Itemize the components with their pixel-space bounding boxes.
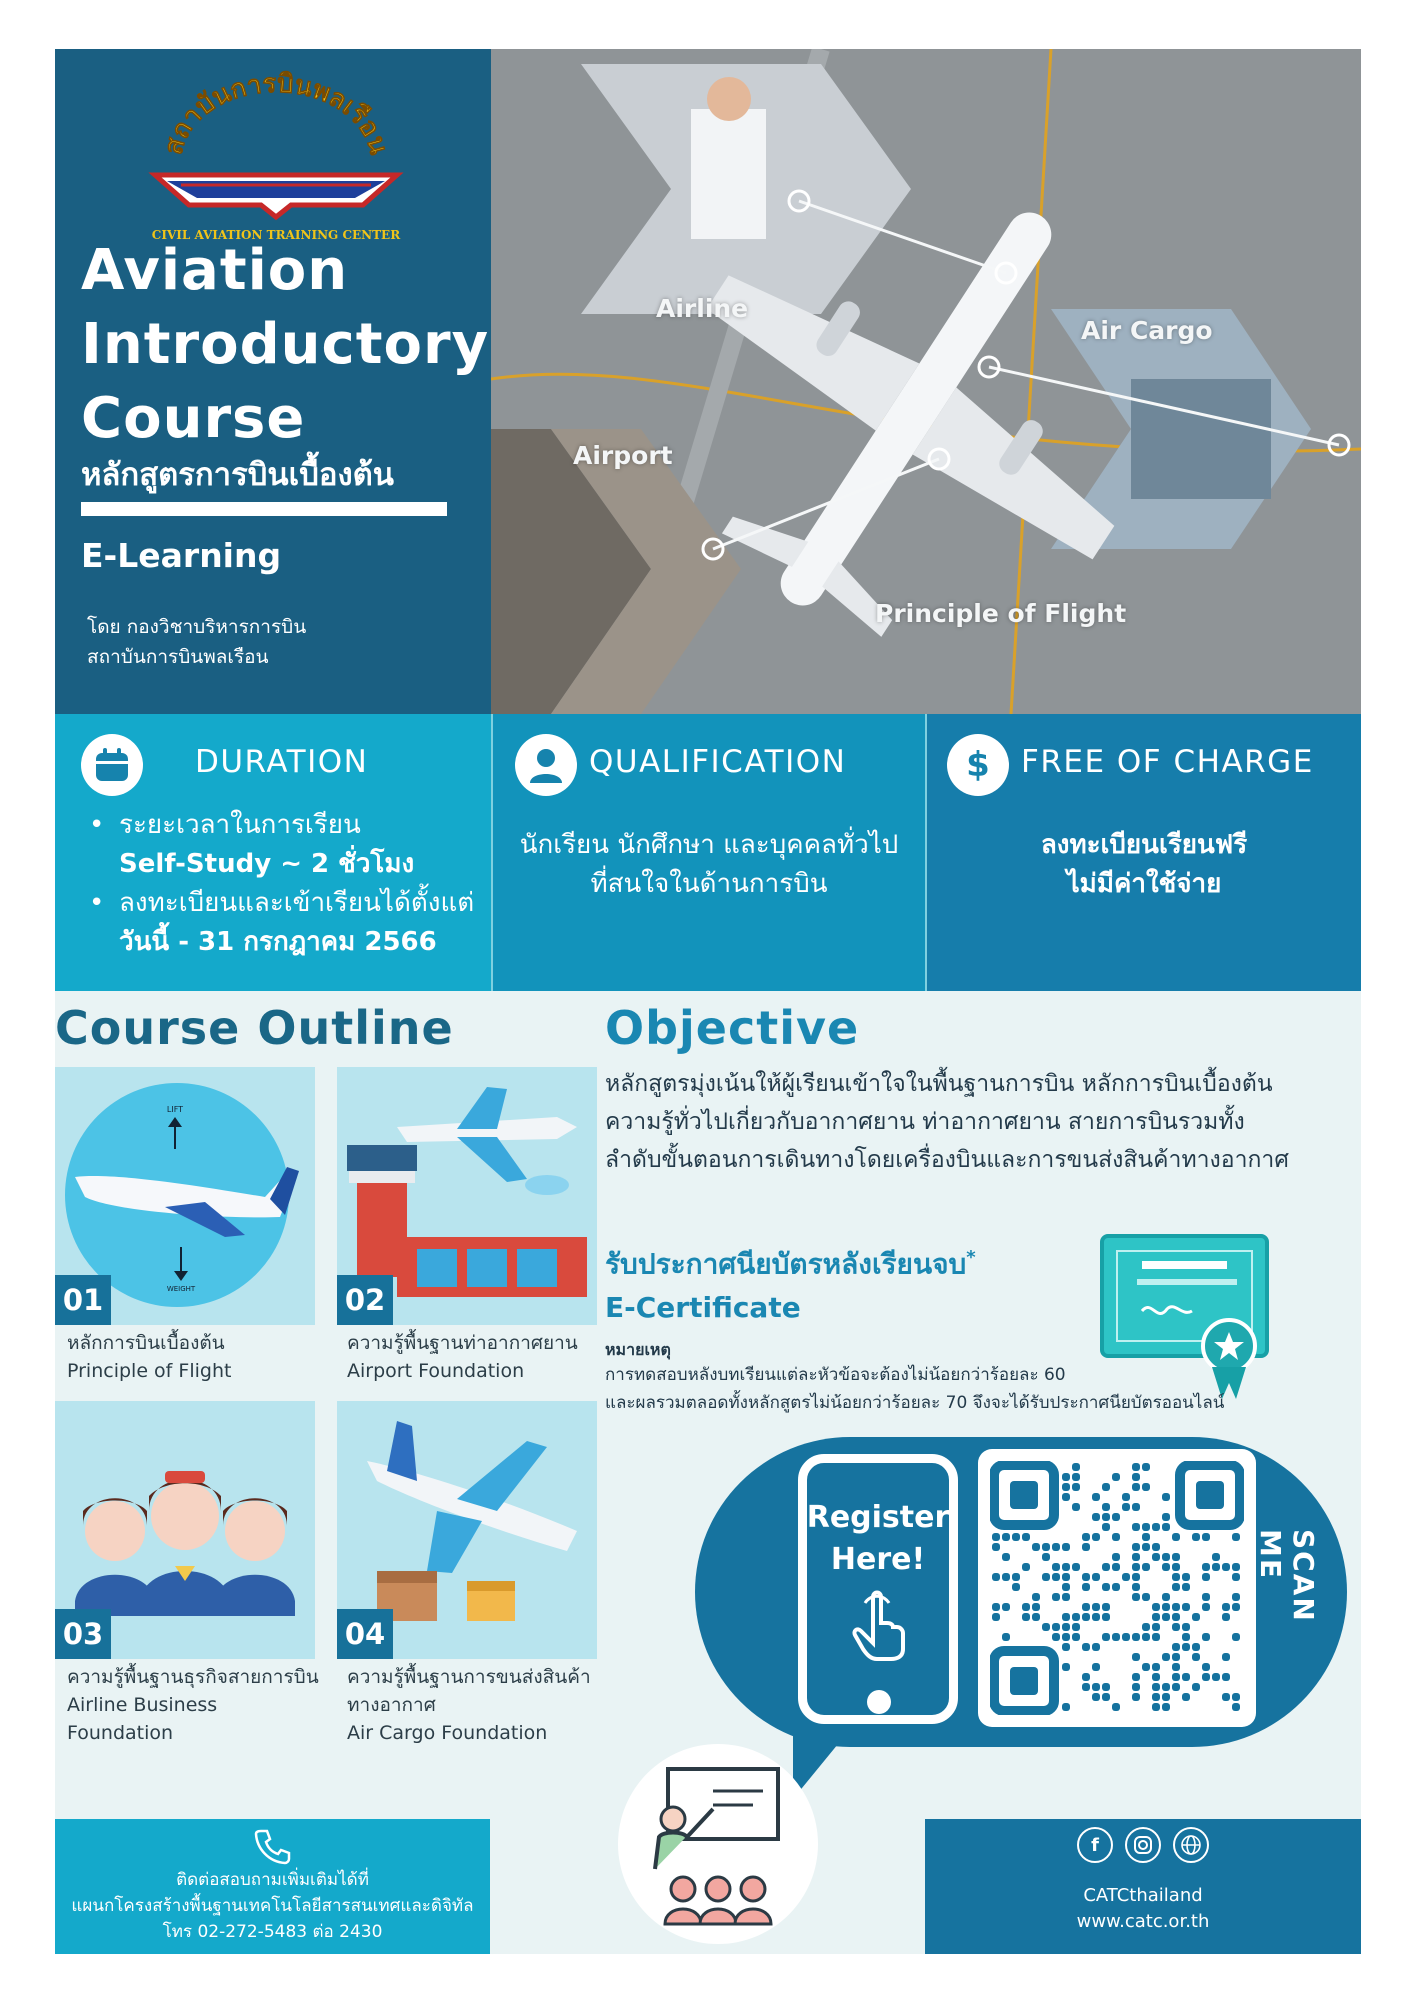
social-text — [925, 1883, 1361, 1935]
title-divider — [81, 502, 447, 516]
label-airport: Airport — [573, 441, 673, 470]
free-text — [927, 826, 1361, 904]
organizer — [87, 612, 306, 672]
study-time-value: Self-Study ~ 2 ชั่วโมง — [119, 849, 415, 879]
lift-label: LIFT — [166, 1105, 184, 1114]
hero-image-panel — [491, 49, 1361, 714]
tile-03-english-1: Airline Business — [67, 1694, 218, 1716]
instagram-icon[interactable] — [1125, 1827, 1161, 1863]
duration-list — [89, 806, 474, 962]
certificate-title — [605, 1236, 976, 1330]
register-line-1: Register — [806, 1500, 950, 1535]
duration-item-enroll — [89, 884, 474, 962]
enroll-period: วันนี้ - 31 กรกฎาคม 2566 — [119, 927, 437, 957]
tile-04-english: Air Cargo Foundation — [347, 1722, 548, 1744]
outline-tile-01 — [55, 1067, 315, 1325]
course-title-thai: หลักสูตรการบินเบื้องต้น — [81, 457, 394, 493]
tile-04-thai-2: ทางอากาศ — [347, 1694, 436, 1716]
phone-home-button — [867, 1690, 891, 1714]
tile-01-english: Principle of Flight — [67, 1360, 232, 1382]
tile-number: 04 — [337, 1609, 393, 1659]
certificate-title-english: E-Certificate — [605, 1291, 801, 1325]
objective-line-1: หลักสูตรมุ่งเน้นให้ผู้เรียนเข้าใจในพื้นฐานการบิน หลักการบินเบื้องต้น — [605, 1071, 1273, 1097]
tile-04-caption — [347, 1663, 591, 1747]
logo-thai-text: สถาบันการบินพลเรือน — [158, 68, 394, 158]
note-text — [605, 1361, 1325, 1417]
outline-tile-02 — [337, 1067, 597, 1325]
tile-01-thai: หลักการบินเบื้องต้น — [67, 1332, 225, 1354]
register-line-2: Here! — [830, 1542, 926, 1577]
qualification-line-2: ที่สนใจในด้านการบิน — [590, 869, 828, 899]
website-link[interactable]: www.catc.or.th — [1076, 1911, 1210, 1932]
certificate-title-thai: รับประกาศนียบัตรหลังเรียนจบ — [605, 1247, 967, 1281]
qualification-line-1: นักเรียน นักศึกษา และบุคคลทั่วไป — [519, 830, 899, 860]
social-panel — [925, 1819, 1361, 1954]
classroom-icon — [613, 1739, 823, 1949]
enroll-label: ลงทะเบียนและเข้าเรียนได้ตั้งแต่ — [119, 888, 475, 918]
note-line-1: การทดสอบหลังบทเรียนแต่ละหัวข้อจะต้องไม่น้อยกว่าร้อยละ 60 — [605, 1365, 1066, 1385]
contact-line-1: ติดต่อสอบถามเพิ่มเติมได้ที่ — [176, 1870, 369, 1890]
user-icon — [515, 734, 577, 796]
certificate-asterisk: * — [966, 1247, 976, 1268]
organizer-line-1: โดย กองวิชาบริหารการบิน — [87, 616, 307, 638]
qualification-text — [493, 826, 925, 904]
label-principle-of-flight: Principle of Flight — [875, 599, 1127, 628]
catc-logo — [141, 67, 411, 247]
label-air-cargo: Air Cargo — [1081, 316, 1213, 345]
outline-tile-04 — [337, 1401, 597, 1659]
title-line-1: Aviation — [81, 238, 349, 303]
scan-me-label: SCAN ME — [1254, 1529, 1320, 1623]
contact-phone-number[interactable]: โทร 02-272-5483 ต่อ 2430 — [162, 1922, 383, 1942]
qualification-panel — [491, 714, 925, 991]
title-line-2: Introductory — [81, 312, 490, 377]
study-time-label: ระยะเวลาในการเรียน — [119, 810, 361, 840]
duration-heading: DURATION — [195, 744, 369, 780]
free-line-2: ไม่มีค่าใช้จ่าย — [1066, 869, 1222, 899]
tile-02-caption — [347, 1329, 578, 1385]
tile-02-thai: ความรู้พื้นฐานท่าอากาศยาน — [347, 1332, 578, 1354]
hero-title-panel — [55, 49, 491, 714]
tile-number: 01 — [55, 1275, 111, 1325]
outline-tile-03 — [55, 1401, 315, 1659]
tile-number: 03 — [55, 1609, 111, 1659]
tile-03-english-2: Foundation — [67, 1722, 174, 1744]
tile-04-thai-1: ความรู้พื้นฐานการขนส่งสินค้า — [347, 1666, 591, 1688]
course-outline-title: Course Outline — [55, 1001, 454, 1055]
free-line-1: ลงทะเบียนเรียนฟรี — [1040, 830, 1248, 860]
contact-text — [55, 1867, 490, 1945]
course-title — [81, 234, 489, 456]
poster — [55, 49, 1361, 1954]
note-line-2: และผลรวมตลอดทั้งหลักสูตรไม่น้อยกว่าร้อยละ 70 จึงจะได้รับประกาศนียบัตรออนไลน์ — [605, 1393, 1225, 1413]
objective-line-2: ความรู้ทั่วไปเกี่ยวกับอากาศยาน ท่าอากาศยาน สายการบินรวมทั้ง — [605, 1109, 1245, 1135]
free-of-charge-panel — [925, 714, 1361, 991]
dollar-icon: $ — [947, 734, 1009, 796]
qr-code[interactable] — [978, 1449, 1256, 1727]
mode-label: E-Learning — [81, 536, 282, 575]
objective-text — [605, 1065, 1345, 1179]
weight-label: WEIGHT — [166, 1285, 196, 1293]
tile-01-caption — [67, 1329, 231, 1385]
tile-03-thai: ความรู้พื้นฐานธุรกิจสายการบิน — [67, 1666, 319, 1688]
qualification-heading: QUALIFICATION — [589, 744, 847, 780]
contact-line-2: แผนกโครงสร้างพื้นฐานเทคโนโลยีสารสนเทศและดิจิทัล — [71, 1896, 474, 1916]
duration-panel — [55, 714, 491, 991]
contact-panel — [55, 1819, 490, 1954]
logo-english-text: CIVIL AVIATION TRAINING CENTER — [151, 228, 401, 242]
facebook-icon[interactable]: f — [1077, 1827, 1113, 1863]
svg-text:สถาบันการบินพลเรือน — [159, 69, 394, 158]
calendar-icon — [81, 734, 143, 796]
objective-title: Objective — [605, 1001, 860, 1055]
globe-icon[interactable] — [1173, 1827, 1209, 1863]
title-line-3: Course — [81, 386, 306, 451]
note-heading: หมายเหตุ — [605, 1340, 671, 1359]
phone-icon — [253, 1827, 291, 1865]
social-icons — [925, 1827, 1361, 1863]
label-airline: Airline — [656, 294, 749, 323]
register-here-label[interactable] — [798, 1497, 958, 1581]
social-handle[interactable]: CATCthailand — [1083, 1885, 1203, 1906]
duration-item-study-time — [89, 806, 474, 884]
organizer-line-2: สถาบันการบินพลเรือน — [87, 646, 269, 668]
qr-code-pattern — [990, 1461, 1244, 1715]
hand-pointer-icon — [851, 1589, 907, 1661]
tile-02-english: Airport Foundation — [347, 1360, 525, 1382]
free-heading: FREE OF CHARGE — [1021, 744, 1314, 780]
objective-line-3: ลำดับขั้นตอนการเดินทางโดยเครื่องบินและการขนส่งสินค้าทางอากาศ — [605, 1147, 1289, 1173]
tile-03-caption — [67, 1663, 319, 1747]
tile-number: 02 — [337, 1275, 393, 1325]
